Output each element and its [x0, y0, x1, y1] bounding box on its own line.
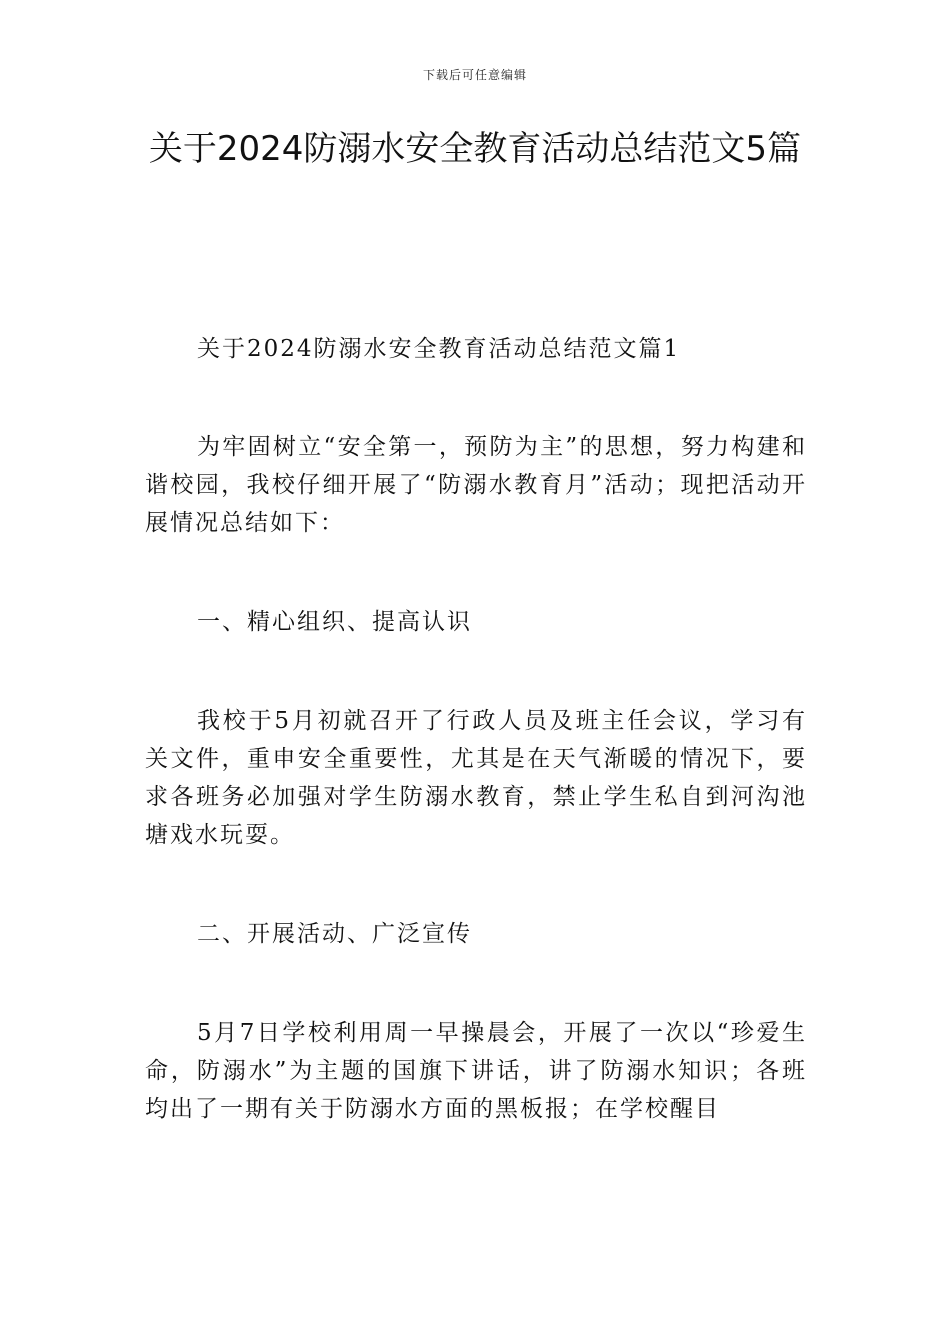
section-heading-two: 二、开展活动、广泛宣传 [197, 921, 472, 947]
paragraph-intro: 为牢固树立“安全第一，预防为主”的思想，努力构建和谐校园，我校仔细开展了“防溺水教育月”活动；现把活动开展情况总结如下： [145, 434, 807, 536]
document-title: 关于2024防溺水安全教育活动总结范文5篇 [148, 129, 802, 169]
paragraph-activities: 5月7日学校利用周一早操晨会，开展了一次以“珍爱生命，防溺水”为主题的国旗下讲话，讲了防溺水知识；各班均出了一期有关于防溺水方面的黑板报；在学校醒目 [145, 1020, 807, 1122]
section-heading: 关于2024防溺水安全教育活动总结范文篇1 [197, 336, 681, 362]
document-body [145, 330, 807, 1128]
section-heading-one: 一、精心组织、提高认识 [197, 609, 472, 635]
paragraph-organization: 我校于5月初就召开了行政人员及班主任会议，学习有关文件，重申安全重要性，尤其是在天气渐暖的情况下，要求各班务必加强对学生防溺水教育，禁止学生私自到河沟池塘戏水玩耍。 [145, 708, 807, 848]
header-note: 下载后可任意编辑 [422, 68, 527, 82]
